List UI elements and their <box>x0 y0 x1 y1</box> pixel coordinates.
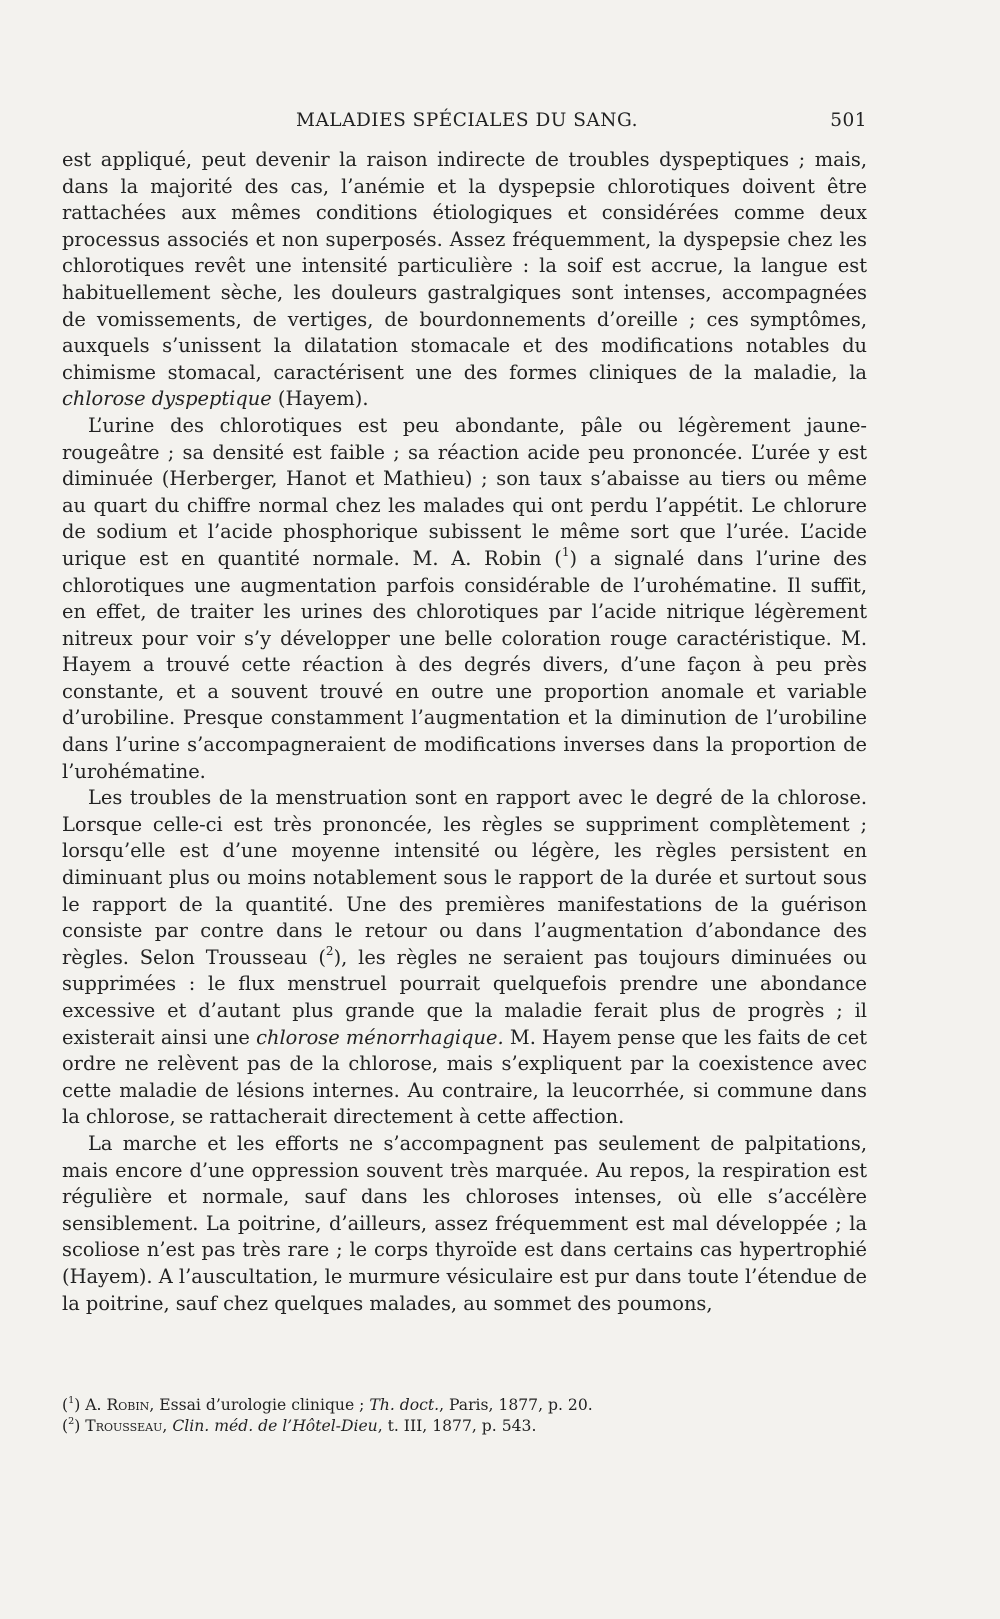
text-run: ), les règles ne seraient pas toujours diminuées ou supprimées : le flux menstruel pourrait quelquefois prendre une abondance excessive et d’autant plus grande que la maladie ferait plus de progrès ; il existerait ainsi une <box>62 945 867 1049</box>
footnote <box>62 1395 867 1416</box>
footnote <box>62 1416 867 1437</box>
footnote-number: 2 <box>68 1415 75 1427</box>
page-number: 501 <box>830 110 867 131</box>
footnote-number-close: ) <box>74 1417 86 1435</box>
footnote-number-open: ( <box>62 1417 69 1435</box>
footnote-marker: 2 <box>325 944 334 959</box>
text-run: , Paris, 1877, p. 20. <box>439 1396 593 1414</box>
page-header <box>62 110 867 138</box>
footnote-number: 1 <box>68 1394 75 1406</box>
paragraph <box>62 413 867 785</box>
text-run: A. <box>85 1396 107 1414</box>
paragraph <box>62 1131 867 1317</box>
italic-text: chlorose dyspeptique <box>62 387 272 411</box>
text-run: , <box>162 1417 173 1435</box>
author-name: Trousseau <box>85 1417 163 1435</box>
text-run: M. Hayem pense que les faits de cet ordre ne relèvent pas de la chlorose, mais s’expliquent par la coexistence avec cette maladie de lésions internes. Au contraire, la leucorrhée, si commune dans la chlorose, se rattacherait directement à cette affection. <box>62 1025 867 1129</box>
text-run: L’urine des chlorotiques est peu abondante, pâle ou légèrement jaune-rougeâtre ; sa densité est faible ; sa réaction acide peu prononcée. L’urée y est diminuée (Herberger, Hanot et Mathieu) ; son taux s’abaisse au tiers ou même au quart du chiffre normal chez les malades qui ont perdu l’appétit. Le chlorure de sodium et l’acide phosphorique subissent le même sort que l’urée. L’acide urique est en quantité normale. M. A. Robin ( <box>62 413 867 570</box>
body-text <box>62 147 867 1317</box>
italic-text: chlorose ménorrhagique. <box>256 1025 504 1049</box>
italic-text: Clin. méd. de l’Hôtel-Dieu <box>172 1417 378 1435</box>
running-title: MALADIES SPÉCIALES DU SANG. <box>296 110 638 131</box>
text-run: , t. III, 1877, p. 543. <box>377 1417 537 1435</box>
author-name: Robin <box>106 1396 150 1414</box>
footnote-marker: 1 <box>561 545 570 560</box>
text-run: , Essai d’urologie clinique ; <box>149 1396 370 1414</box>
paragraph <box>62 785 867 1131</box>
text-run: (Hayem). <box>271 387 369 411</box>
text-run: est appliqué, peut devenir la raison indirecte de troubles dyspeptiques ; mais, dans la majorité des cas, l’anémie et la dyspepsie chlorotiques doivent être rattachées aux mêmes conditions étiologiques et considérées comme deux processus associés et non superposés. Assez fréquemment, la dyspepsie chez les chlorotiques revêt une intensité particulière : la soif est accrue, la langue est habituellement sèche, les douleurs gastralgiques sont intenses, accompagnées de vomissements, de vertiges, de bourdonnements d’oreille ; ces symptômes, auxquels s’unissent la dilatation stomacale et des modifications notables du chimisme stomacal, caractérisent une des formes cliniques de la maladie, la <box>62 148 867 384</box>
text-run: La marche et les efforts ne s’accompagnent pas seulement de palpitations, mais encore d’une oppression souvent très marquée. Au repos, la respiration est régulière et normale, sauf dans les chloroses intenses, où elle s’accélère sensiblement. La poitrine, d’ailleurs, assez fréquemment est mal développée ; la scoliose n’est pas très rare ; le corps thyroïde est dans certains cas hypertrophié (Hayem). A l’auscultation, le murmure vésiculaire est pur dans toute l’étendue de la poitrine, sauf chez quelques malades, au sommet des poumons, <box>62 1131 867 1315</box>
footnotes <box>62 1395 867 1437</box>
text-run: ) a signalé dans l’urine des chlorotiques une augmentation parfois considérable de l’urohématine. Il suffit, en effet, de traiter les urines des chlorotiques par l’acide nitrique légèrement nitreux pour voir s’y développer une belle coloration rouge caractéristique. M. Hayem a trouvé cette réaction à des degrés divers, d’une façon à peu près constante, et a souvent trouvé en outre une proportion anomale et variable d’urobiline. Presque constamment l’augmentation et la diminution de l’urobiline dans l’urine s’accompagneraient de modifications inverses dans la proportion de l’urohématine. <box>62 546 868 783</box>
footnote-number-open: ( <box>62 1396 69 1414</box>
footnote-number-close: ) <box>74 1396 86 1414</box>
paragraph <box>62 147 867 413</box>
text-run: Les troubles de la menstruation sont en rapport avec le degré de la chlorose. Lorsque celle-ci est très prononcée, les règles se suppriment complètement ; lorsqu’elle est d’une moyenne intensité ou légère, les règles persistent en diminuant plus ou moins notablement sous le rapport de la durée et surtout sous le rapport de la quantité. Une des premières manifestations de la guérison consiste par contre dans le retour ou dans l’augmentation d’abondance des règles. Selon Trousseau ( <box>62 786 867 969</box>
italic-text: Th. doct. <box>369 1396 440 1414</box>
